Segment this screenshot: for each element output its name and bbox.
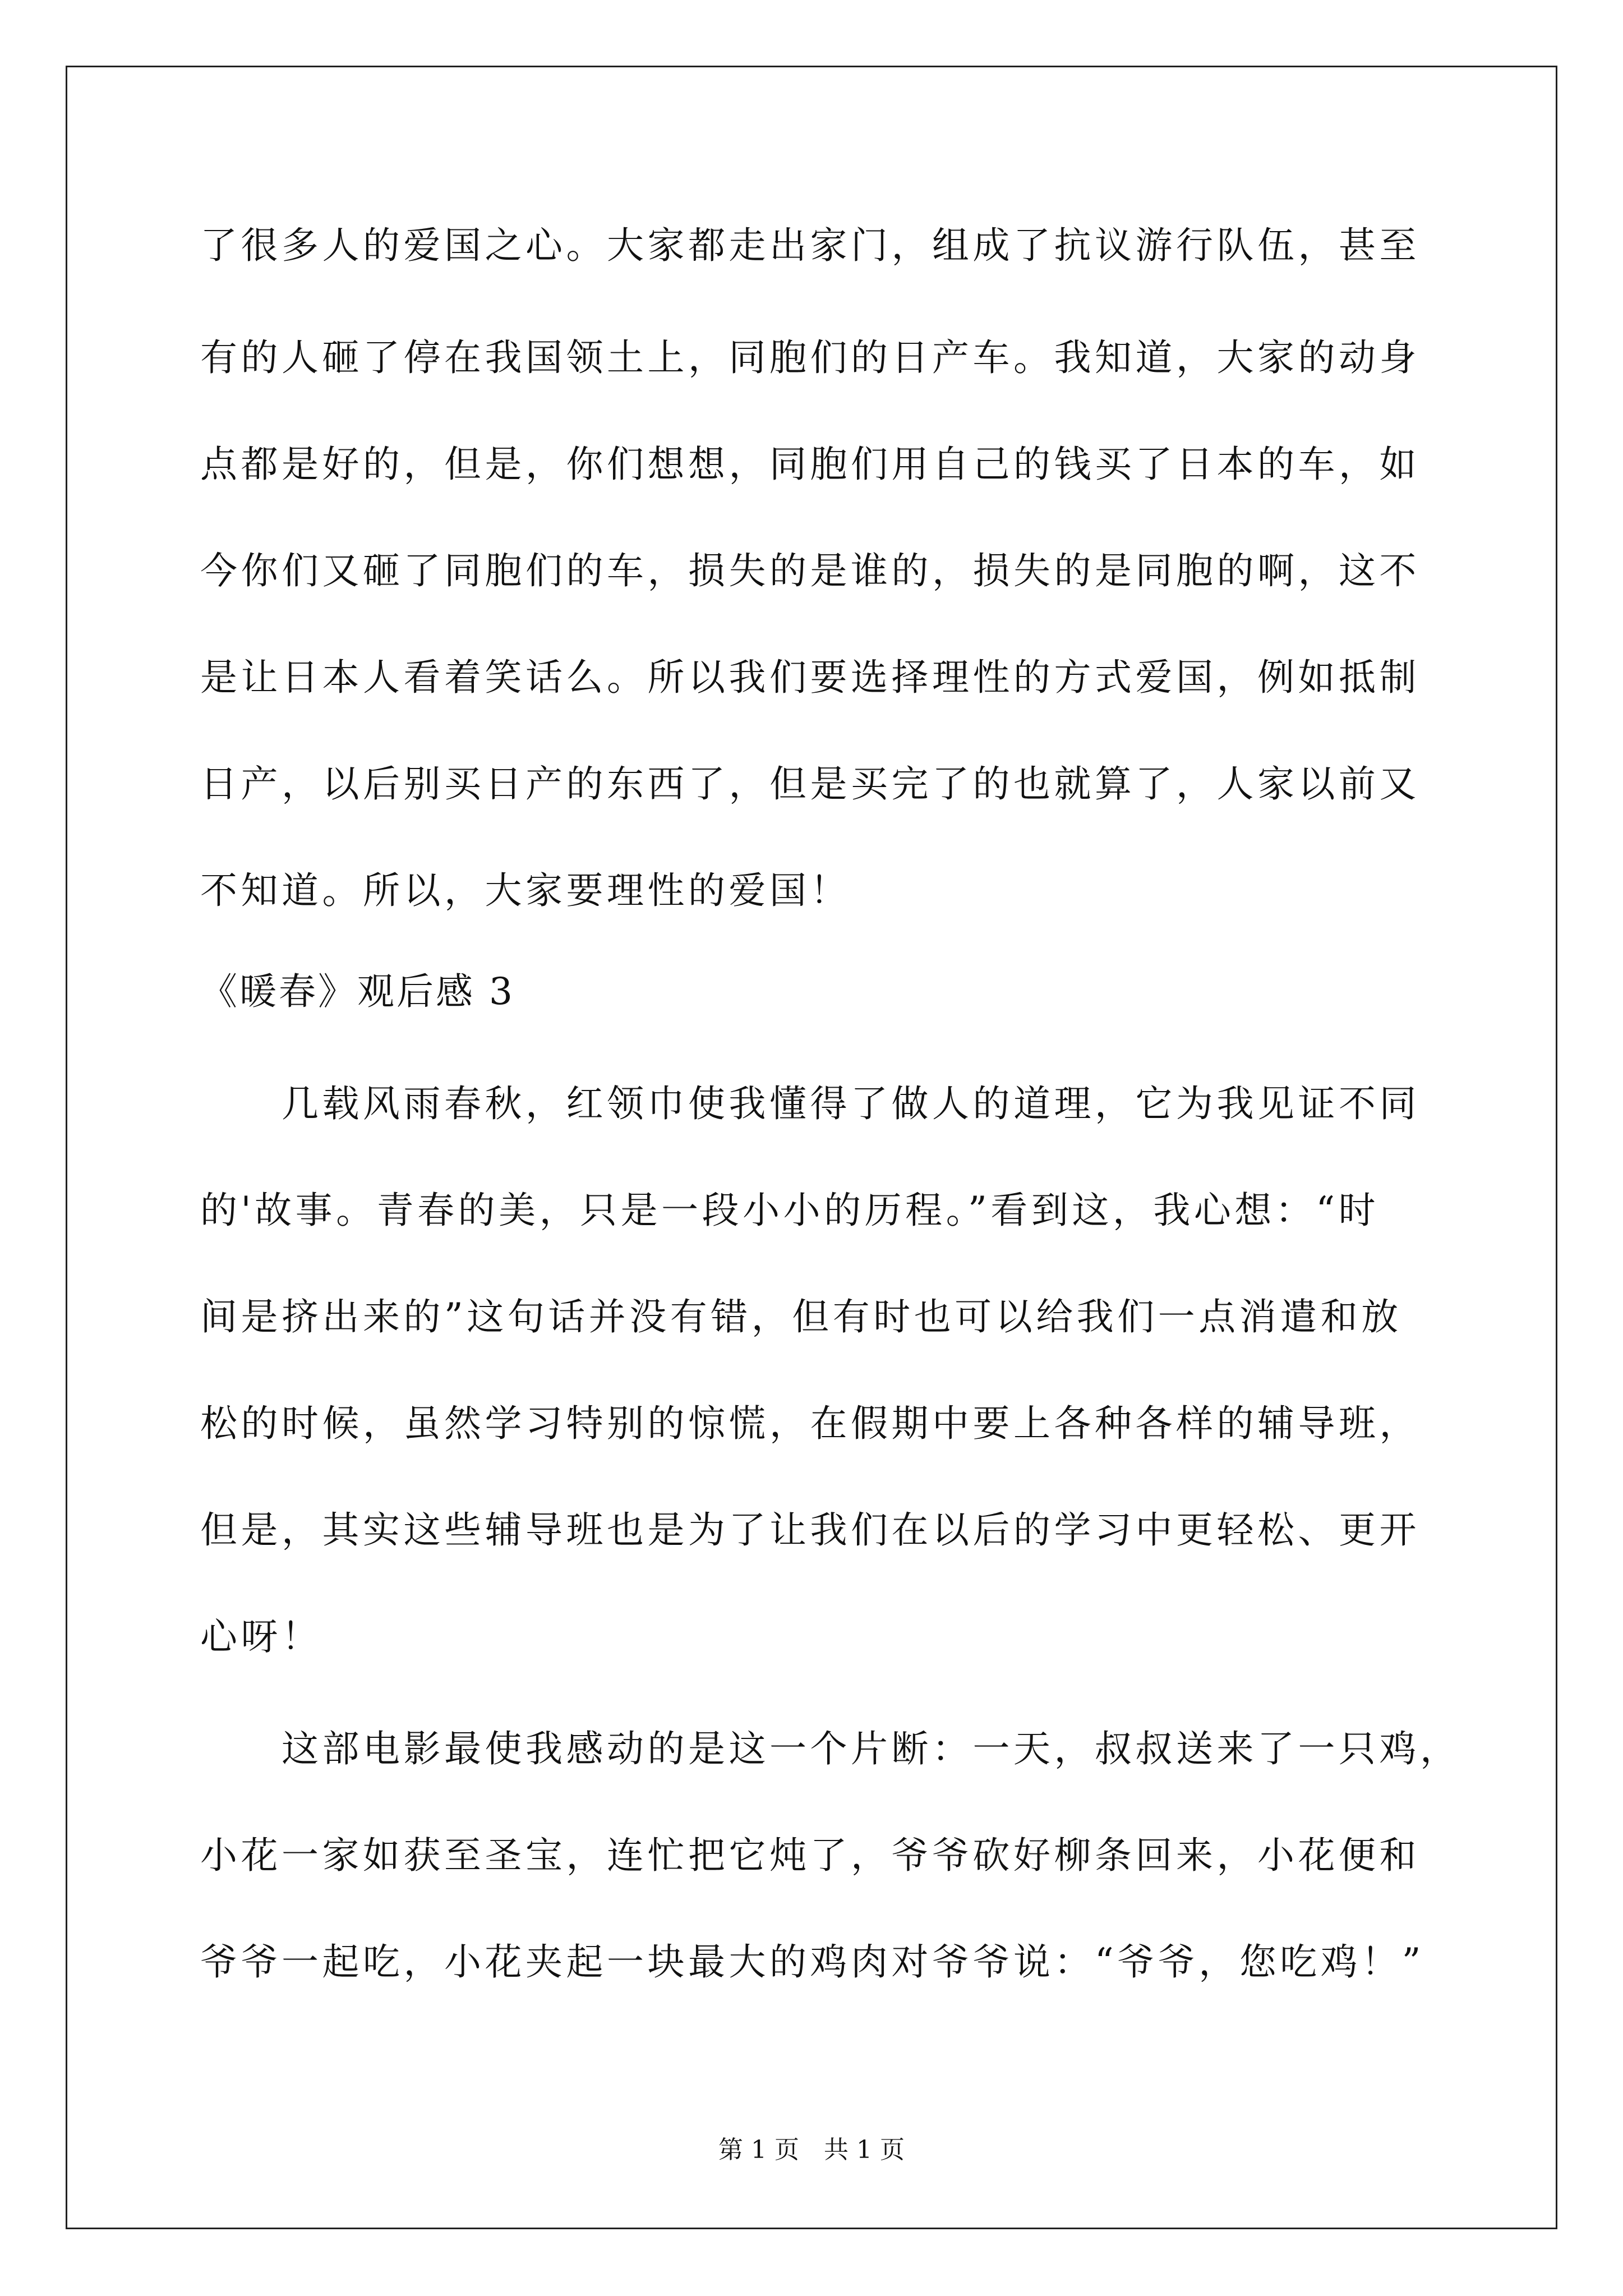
text-line: 爷爷一起吃，小花夹起一块最大的鸡肉对爷爷说：“爷爷，您吃鸡！” xyxy=(200,1940,1424,1984)
page-number-footer: 第 1 页 共 1 页 xyxy=(718,2136,905,2164)
text-line: 日产，以后别买日产的东西了，但是买完了的也就算了，人家以前又 xyxy=(200,762,1420,806)
text-line: 是让日本人看着笑话么。所以我们要选择理性的方式爱国，例如抵制 xyxy=(200,656,1420,699)
text-line: 间是挤出来的”这句话并没有错，但有时也可以给我们一点消遣和放 xyxy=(200,1295,1402,1338)
text-line: 今你们又砸了同胞们的车，损失的是谁的，损失的是同胞的啊，这不 xyxy=(200,549,1420,592)
text-line: 不知道。所以，大家要理性的爱国！ xyxy=(200,869,851,912)
section-heading: 《暖春》观后感 3 xyxy=(200,970,515,1013)
text-line: 这部电影最使我感动的是这一个片断：一天，叔叔送来了一只鸡， xyxy=(200,1727,1461,1770)
text-line: 心呀！ xyxy=(200,1615,322,1658)
text-line: 有的人砸了停在我国领土上，同胞们的日产车。我知道，大家的动身 xyxy=(200,336,1420,379)
text-line: 但是，其实这些辅导班也是为了让我们在以后的学习中更轻松、更开 xyxy=(200,1508,1420,1552)
text-line: 的'故事。青春的美，只是一段小小的历程。”看到这，我心想：“时 xyxy=(200,1189,1380,1232)
text-line: 了很多人的爱国之心。大家都走出家门，组成了抗议游行队伍，甚至 xyxy=(200,224,1420,267)
text-line: 小花一家如获至圣宝，连忙把它炖了，爷爷砍好柳条回来，小花便和 xyxy=(200,1834,1420,1877)
text-line: 点都是好的，但是，你们想想，同胞们用自己的钱买了日本的车，如 xyxy=(200,443,1420,486)
text-line: 松的时候，虽然学习特别的惊慌，在假期中要上各种各样的辅导班， xyxy=(200,1402,1420,1445)
text-line: 几载风雨春秋，红领巾使我懂得了做人的道理，它为我见证不同 xyxy=(200,1082,1420,1125)
